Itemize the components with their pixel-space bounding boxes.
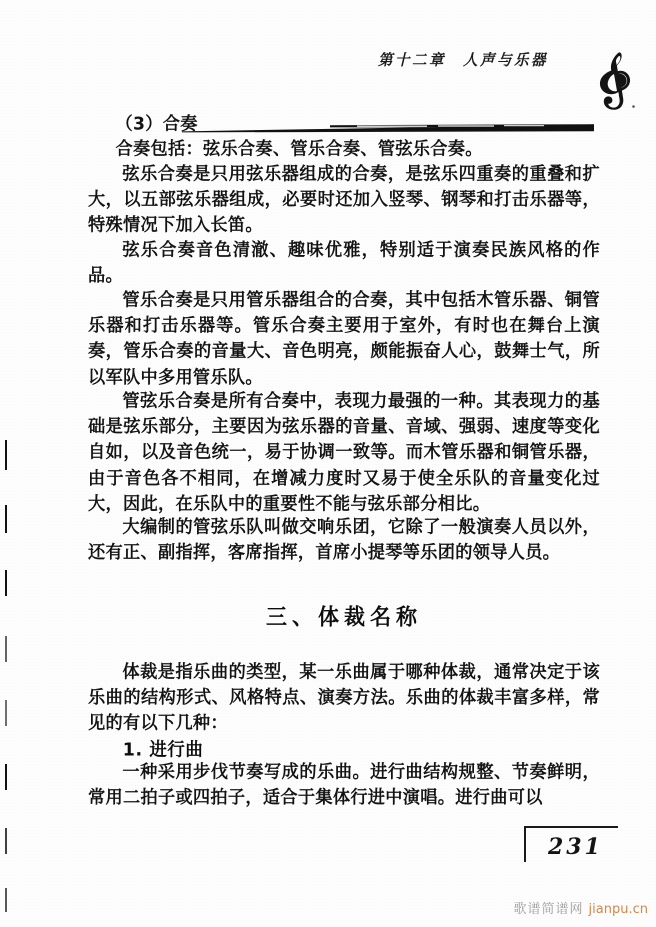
- paragraph-string-ensemble: 弦乐合奏是只用弦乐器组成的合奏，是弦乐四重奏的重叠和扩大，以五部弦乐器组成，必要时还加入竖琴、钢琴和打击乐器等，特殊情况下加入长笛。: [88, 164, 600, 237]
- page-header: [0, 44, 656, 100]
- margin-tick: [5, 764, 7, 790]
- text-column: [88, 112, 600, 811]
- margin-tick: [5, 828, 7, 854]
- margin-tick: [5, 505, 7, 533]
- heading-spacer-below: [88, 630, 600, 660]
- paragraph-symphony-orchestra: 大编制的管弦乐队叫做交响乐团，它除了一般演奏人员以外，还有正、副指挥，客席指挥，首席小提琴等乐团的领导人员。: [88, 517, 600, 564]
- sub-heading-march: 1. 进行曲: [122, 740, 204, 762]
- paragraph-hezou-includes: 合奏包括：弦乐合奏、管乐合奏、管弦乐合奏。: [115, 139, 483, 160]
- paragraph-string-timbre: 弦乐合奏音色清澈、趣味优雅，特别适于演奏民族风格的作品。: [88, 240, 600, 287]
- watermark-site-name: 歌谱简谱网: [513, 902, 584, 917]
- paragraph-wind-ensemble: 管乐合奏是只用管乐器组合的合奏，其中包括木管乐器、铜管乐器和打击乐器等。管乐合奏主要用于室外，有时也在舞台上演奏，管乐合奏的音量大、音色明亮，颇能振奋人心，鼓舞士气，所以军队中多用管乐队。: [88, 290, 600, 388]
- heading-spacer-above: [88, 566, 600, 600]
- margin-tick: [5, 440, 7, 470]
- paragraph-march-description: 一种采用步伐节奏写成的乐曲。进行曲结构规整、节奏鲜明，常用二拍子或四拍子，适合于集体行进中演唱。进行曲可以: [88, 762, 600, 809]
- watermark: [514, 898, 648, 917]
- page-number: 231: [548, 834, 603, 860]
- section-heading-genre-names: 三、体裁名称: [266, 603, 422, 630]
- paragraph-genre-definition: 体裁是指乐曲的类型，某一乐曲属于哪种体裁，通常决定于该乐曲的结构形式、风格特点、演奏方法。乐曲的体裁丰富多样，常见的有以下几种：: [88, 661, 600, 734]
- chapter-title: 第十二章 人声与乐器: [378, 52, 548, 69]
- treble-clef-icon: [592, 50, 638, 112]
- watermark-site-url: jianpu.cn: [588, 902, 648, 917]
- paragraph-heading-3-hezou: （3）合奏: [115, 114, 198, 135]
- folio: [524, 826, 632, 874]
- margin-tick: [5, 888, 7, 912]
- margin-tick: [5, 570, 7, 596]
- margin-scan-artifacts: [0, 0, 26, 927]
- margin-tick: [5, 700, 7, 726]
- margin-tick: [5, 636, 7, 662]
- paragraph-orchestral-ensemble: 管弦乐合奏是所有合奏中，表现力最强的一种。其表现力的基础是弦乐部分，主要因为弦乐器的音量、音域、强弱、速度等变化自如，以及音色统一，易于协调一致等。而木管乐器和铜管乐器，由于音色各不相同，在增减力度时又易于使全乐队的音量变化过大，因此，在乐队中的重要性不能与弦乐部分相比。: [88, 391, 600, 515]
